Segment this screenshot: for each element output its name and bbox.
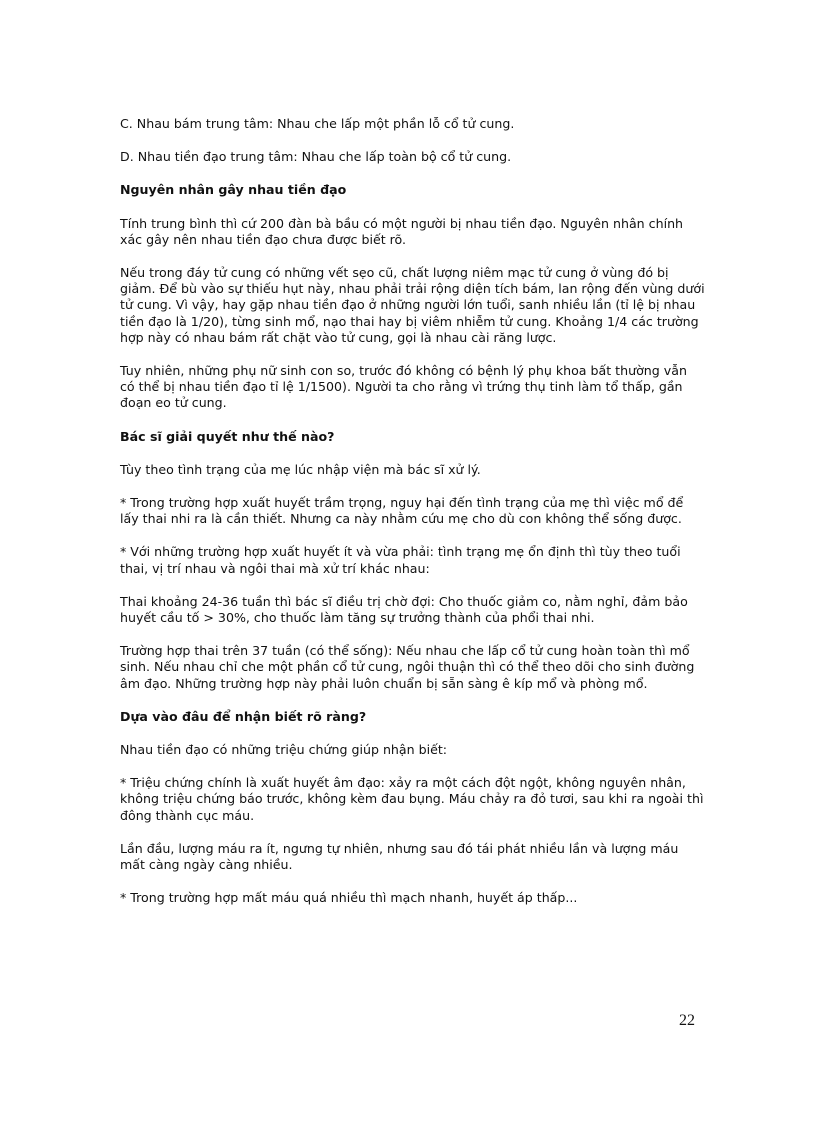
heading-treatment: Bác sĩ giải quyết như thế nào? <box>120 428 335 444</box>
paragraph-first-pregnancy: Tuy nhiên, những phụ nữ sinh con so, trước đó không có bệnh lý phụ khoa bất thường vẫn có thể bị nhau tiền đạo tỉ lệ 1/1500). Người ta cho rằng vì trứng thụ tinh làm tổ thấp, gần đoạn eo tử cung. <box>120 363 687 411</box>
paragraph-uterine-scars: Nếu trong đáy tử cung có những vết sẹo cũ, chất lượng niêm mạc tử cung ở vùng đó bị giảm. Để bù vào sự thiếu hụt này, nhau phải trải rộng diện tích bám, lan rộng đến vùng dưới tử cung. Vì vậy, hay gặp nhau tiền đạo ở những người lớn tuổi, sanh nhiều lần (tỉ lệ bị nhau tiền đạo là 1/20), từng sinh mổ, nạo thai hay bị viêm nhiễm tử cung. Khoảng 1/4 các trường hợp này có nhau bám rất chặt vào tử cung, gọi là nhau cài răng lược. <box>120 265 705 345</box>
page-number: 22 <box>679 1012 695 1029</box>
paragraph-over-37-weeks: Trường hợp thai trên 37 tuần (có thể sống): Nếu nhau che lấp cổ tử cung hoàn toàn thì mổ sinh. Nếu nhau chỉ che một phần cổ tử cung, ngôi thuận thì có thể theo dõi cho sinh đường âm đạo. Những trường hợp này phải luôn chuẩn bị sẵn sàng ê kíp mổ và phòng mổ. <box>120 643 695 691</box>
paragraph-d-complete-placenta: D. Nhau tiền đạo trung tâm: Nhau che lấp toàn bộ cổ tử cung. <box>120 149 512 165</box>
paragraph-mild-bleeding: * Với những trường hợp xuất huyết ít và vừa phải: tình trạng mẹ ổn định thì tùy theo tuổi thai, vị trí nhau và ngôi thai mà xử trí khác nhau: <box>120 544 681 576</box>
page-body <box>120 116 705 924</box>
heading-causes: Nguyên nhân gây nhau tiền đạo <box>120 182 347 198</box>
paragraph-c-central-placenta: C. Nhau bám trung tâm: Nhau che lấp một phần lỗ cổ tử cung. <box>120 116 515 131</box>
paragraph-heavy-blood-loss: * Trong trường hợp mất máu quá nhiều thì mạch nhanh, huyết áp thấp... <box>120 890 578 906</box>
heading-recognition: Dựa vào đâu để nhận biết rõ ràng? <box>120 708 367 724</box>
paragraph-main-symptom: * Triệu chứng chính là xuất huyết âm đạo: xảy ra một cách đột ngột, không nguyên nhân, không triệu chứng báo trước, không kèm đau bụng. Máu chảy ra đỏ tươi, sau khi ra ngoài thì đông thành cục máu. <box>120 775 704 823</box>
paragraph-incidence: Tính trung bình thì cứ 200 đàn bà bầu có một người bị nhau tiền đạo. Nguyên nhân chính xác gây nên nhau tiền đạo chưa được biết rõ. <box>120 215 684 247</box>
paragraph-symptoms-intro: Nhau tiền đạo có những triệu chứng giúp nhận biết: <box>120 742 448 758</box>
paragraph-first-bleeding: Lần đầu, lượng máu ra ít, ngưng tự nhiên, nhưng sau đó tái phát nhiều lần và lượng máu mất càng ngày càng nhiều. <box>120 840 679 873</box>
paragraph-24-36-weeks: Thai khoảng 24-36 tuần thì bác sĩ điều trị chờ đợi: Cho thuốc giảm co, nằm nghỉ, đảm bảo huyết cầu tố > 30%, cho thuốc làm tăng sự trưởng thành của phổi thai nhi. <box>120 593 688 626</box>
paragraph-treatment-intro: Tùy theo tình trạng của mẹ lúc nhập viện mà bác sĩ xử lý. <box>120 461 481 477</box>
paragraph-severe-bleeding: * Trong trường hợp xuất huyết trầm trọng, nguy hại đến tình trạng của mẹ thì việc mổ để lấy thai nhi ra là cần thiết. Nhưng ca này nhằm cứu mẹ cho dù con không thể sống được. <box>120 495 684 527</box>
